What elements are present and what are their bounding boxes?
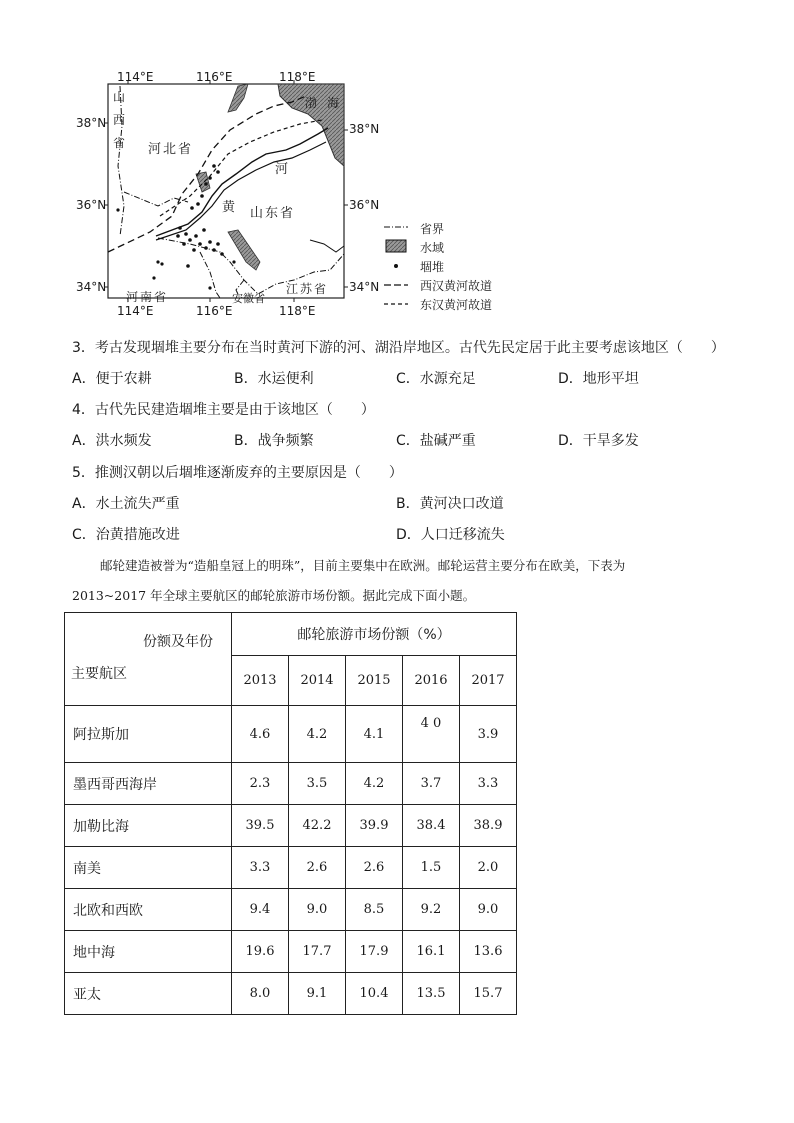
lat-label-34-left: 34°N xyxy=(76,280,107,294)
table-row xyxy=(65,889,517,931)
river-he-label: 河 xyxy=(275,162,289,177)
cruise-market-table xyxy=(64,612,517,1015)
shanxi-label-1: 山 xyxy=(113,90,126,104)
value-cell: 19.6 xyxy=(232,931,289,973)
value-cell: 4.6 xyxy=(232,706,289,763)
year-header-2013: 2013 xyxy=(232,656,289,706)
value-cell: 4 0 xyxy=(403,706,460,763)
value-cell: 9.1 xyxy=(289,973,346,1015)
lat-label-36-right: 36°N xyxy=(349,198,380,212)
jiangsu-label: 江苏省 xyxy=(286,282,329,296)
lat-label-34-right: 34°N xyxy=(349,280,380,294)
henan-anhui-boundary xyxy=(200,252,220,298)
value-cell: 39.5 xyxy=(232,805,289,847)
value-cell: 4.1 xyxy=(346,706,403,763)
lon-label-118-top: 118°E xyxy=(279,70,316,84)
table-row xyxy=(65,706,517,763)
value-cell: 9.2 xyxy=(403,889,460,931)
value-cell: 17.9 xyxy=(346,931,403,973)
legend-label-boundary: 省界 xyxy=(420,222,445,236)
question-4-option-c: C．盐碱严重 xyxy=(396,433,476,449)
shanxi-boundary xyxy=(118,86,124,236)
lon-label-116-top: 116°E xyxy=(196,70,233,84)
anhui-label: 安徽省 xyxy=(232,292,265,305)
table-corner-cell xyxy=(65,613,232,706)
year-header-2017: 2017 xyxy=(460,656,517,706)
year-header-2014: 2014 xyxy=(289,656,346,706)
value-cell: 16.1 xyxy=(403,931,460,973)
region-cell: 亚太 xyxy=(65,973,232,1015)
question-5-stem: 5．推测汉朝以后堌堆逐渐废弃的主要原因是（ ） xyxy=(72,465,403,481)
region-cell: 北欧和西欧 xyxy=(65,889,232,931)
legend-water-icon xyxy=(386,240,406,252)
region-cell: 南美 xyxy=(65,847,232,889)
lon-label-118-bottom: 118°E xyxy=(279,304,316,318)
legend-label-eastern-han: 东汉黄河故道 xyxy=(420,298,493,312)
shanxi-label-2: 西 xyxy=(113,113,126,127)
value-cell: 8.5 xyxy=(346,889,403,931)
question-4-option-b: B．战争频繁 xyxy=(234,433,314,449)
henan-label: 河南省 xyxy=(126,290,169,304)
legend-label-western-han: 西汉黄河故道 xyxy=(420,279,493,293)
value-cell: 9.0 xyxy=(289,889,346,931)
hebei-lake xyxy=(228,84,248,112)
region-cell: 加勒比海 xyxy=(65,805,232,847)
value-cell: 9.0 xyxy=(460,889,517,931)
group-header: 邮轮旅游市场份额（%） xyxy=(232,613,517,656)
map-frame xyxy=(108,84,344,298)
table-row xyxy=(65,931,517,973)
passage-line-2: 2013~2017 年全球主要航区的邮轮旅游市场份额。据此完成下面小题。 xyxy=(72,588,476,603)
region-cell: 墨西哥西海岸 xyxy=(65,763,232,805)
question-3-option-a: A．便于农耕 xyxy=(72,371,152,387)
region-cell: 阿拉斯加 xyxy=(65,706,232,763)
question-3-option-d: D．地形平坦 xyxy=(558,371,639,387)
question-5-option-b: B．黄河决口改道 xyxy=(396,496,504,512)
passage-line-1: 邮轮建造被誉为“造船皇冠上的明珠”，目前主要集中在欧洲。邮轮运营主要分布在欧美，下表为 xyxy=(100,558,626,573)
legend-dot-icon xyxy=(394,264,398,268)
legend-label-gudui: 堌堆 xyxy=(420,260,445,274)
value-cell: 2.6 xyxy=(346,847,403,889)
question-4-option-d: D．干旱多发 xyxy=(558,433,639,449)
value-cell: 17.7 xyxy=(289,931,346,973)
value-cell: 4.2 xyxy=(346,763,403,805)
value-cell: 3.5 xyxy=(289,763,346,805)
value-cell: 13.6 xyxy=(460,931,517,973)
table-row xyxy=(65,805,517,847)
value-cell: 1.5 xyxy=(403,847,460,889)
legend-icons xyxy=(382,220,412,316)
river-lake-west xyxy=(196,172,210,192)
region-cell: 地中海 xyxy=(65,931,232,973)
question-5-option-c: C．治黄措施改进 xyxy=(72,527,180,543)
question-3-stem: 3．考古发现堌堆主要分布在当时黄河下游的河、湖沿岸地区。古代先民定居于此主要考虑该地区（ ） xyxy=(72,340,725,356)
river-huang-label: 黄 xyxy=(222,200,236,215)
value-cell: 13.5 xyxy=(403,973,460,1015)
question-4-option-a: A．洪水频发 xyxy=(72,433,152,449)
value-cell: 3.3 xyxy=(460,763,517,805)
table-row xyxy=(65,973,517,1015)
value-cell: 15.7 xyxy=(460,973,517,1015)
legend-label-water: 水域 xyxy=(420,241,445,255)
bohai-label-1: 渤 xyxy=(305,96,318,110)
question-3-option-b: B．水运便利 xyxy=(234,371,314,387)
value-cell: 10.4 xyxy=(346,973,403,1015)
value-cell: 8.0 xyxy=(232,973,289,1015)
value-cell: 38.9 xyxy=(460,805,517,847)
question-3-option-c: C．水源充足 xyxy=(396,371,476,387)
bohai-label-2: 海 xyxy=(327,96,340,110)
hebei-label: 河北省 xyxy=(148,142,194,157)
value-cell: 3.3 xyxy=(232,847,289,889)
table-row xyxy=(65,763,517,805)
value-cell: 9.4 xyxy=(232,889,289,931)
year-header-2016: 2016 xyxy=(403,656,460,706)
table-header-row-1 xyxy=(65,613,517,656)
year-header-2015: 2015 xyxy=(346,656,403,706)
question-5-option-d: D．人口迁移流失 xyxy=(396,527,505,543)
value-cell: 3.7 xyxy=(403,763,460,805)
coastline xyxy=(310,240,344,252)
corner-header-bottom: 主要航区 xyxy=(71,666,127,682)
lat-label-38-left: 38°N xyxy=(76,116,107,130)
value-cell: 2.6 xyxy=(289,847,346,889)
weishan-lake xyxy=(228,230,260,270)
eastern-han-course xyxy=(160,120,322,216)
lon-label-116-bottom: 116°E xyxy=(196,304,233,318)
question-4-stem: 4．古代先民建造堌堆主要是由于该地区（ ） xyxy=(72,402,375,418)
value-cell: 2.0 xyxy=(460,847,517,889)
lon-label-114-bottom: 114°E xyxy=(117,304,154,318)
table-row xyxy=(65,847,517,889)
lon-label-114-top: 114°E xyxy=(117,70,154,84)
value-cell: 38.4 xyxy=(403,805,460,847)
value-cell: 2.3 xyxy=(232,763,289,805)
gudui-dots xyxy=(116,164,235,289)
value-cell: 3.9 xyxy=(460,706,517,763)
lat-label-38-right: 38°N xyxy=(349,122,380,136)
value-cell: 39.9 xyxy=(346,805,403,847)
shandong-label: 山东省 xyxy=(250,206,296,221)
lat-label-36-left: 36°N xyxy=(76,198,107,212)
value-cell: 42.2 xyxy=(289,805,346,847)
value-cell: 4.2 xyxy=(289,706,346,763)
corner-header-top: 份额及年份 xyxy=(143,634,213,650)
question-5-option-a: A．水土流失严重 xyxy=(72,496,180,512)
shanxi-label-3: 省 xyxy=(113,136,126,150)
